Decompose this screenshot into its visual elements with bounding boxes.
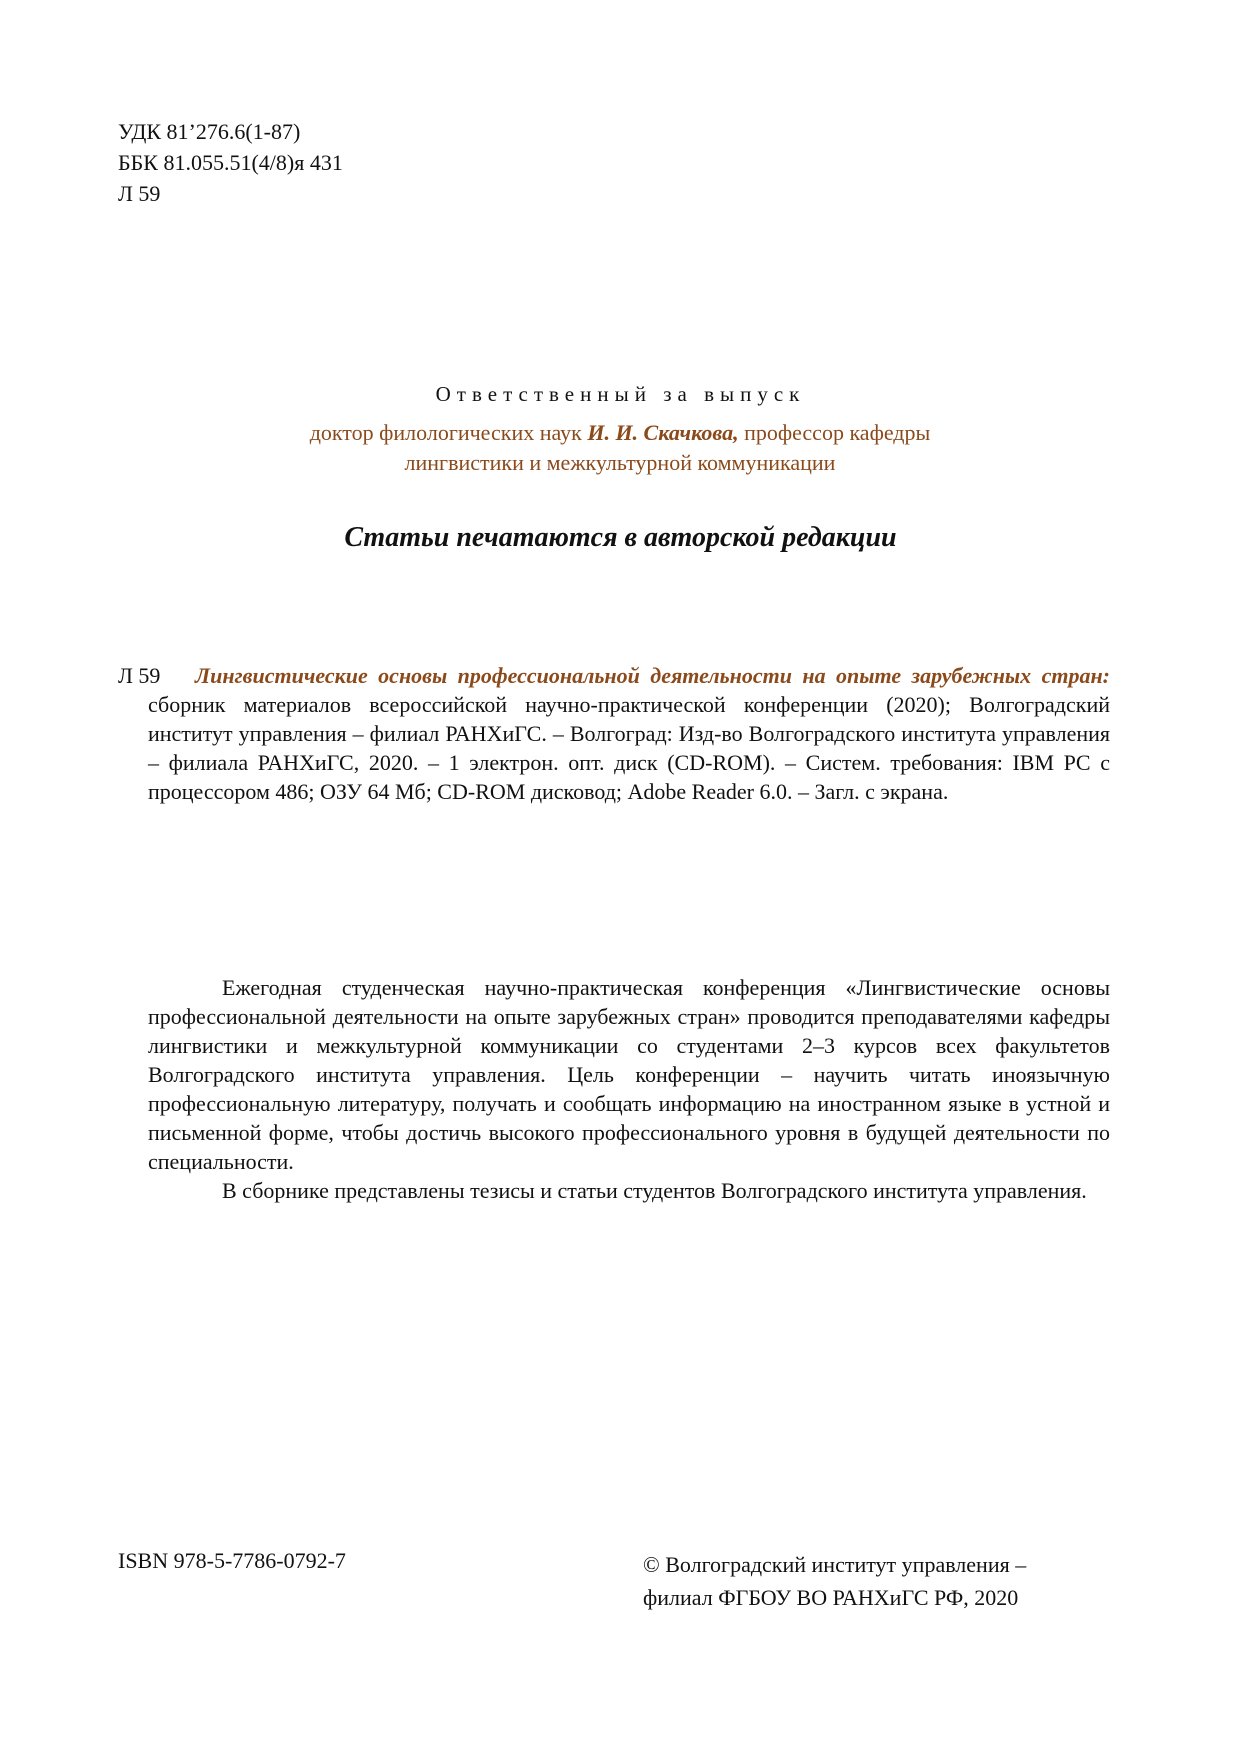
copyright-line-1: © Волгоградский институт управления –	[643, 1552, 1027, 1577]
editor-degree: доктор филологических наук	[309, 420, 588, 445]
responsible-heading: Ответственный за выпуск	[435, 382, 806, 406]
isbn: ISBN 978-5-7786-0792-7	[118, 1548, 346, 1573]
bib-body	[148, 661, 1110, 806]
classification-codes	[118, 116, 343, 209]
editor-line-1	[170, 418, 1070, 448]
bib-code: Л 59	[118, 663, 161, 688]
editor-department: лингвистики и межкультурной коммуникации	[404, 450, 836, 475]
editor-position: профессор кафедры	[738, 420, 931, 445]
abstract-paragraph-1: Ежегодная студенческая научно-практическая конференция «Лингвистические основы профессиональной деятельности на опыте зарубежных стран» проводится преподавателями кафедры лингвистики и межкультурной коммуникации со студентами 2–3 курсов всех факультетов Волгоградского института управления. Цель конференции – научить читать иноязычную профессиональную литературу, получать и сообщать информацию на иностранном языке в устной и письменной форме, чтобы достичь высокого профессионального уровня в будущей деятельности по специальности.	[148, 975, 1110, 1174]
abstract	[148, 973, 1110, 1205]
bib-title: Лингвистические основы профессиональной деятельности на опыте зарубежных стран:	[195, 663, 1110, 688]
bibliographic-entry	[118, 661, 1110, 806]
abstract-paragraph-2: В сборнике представлены тезисы и статьи студентов Волгоградского института управления.	[222, 1178, 1087, 1203]
author-mark: Л 59	[118, 181, 161, 206]
editorial-note: Статьи печатаются в авторской редакции	[344, 522, 897, 553]
editor-name: И. И. Скачкова,	[587, 420, 739, 445]
responsible-editor	[170, 418, 1070, 478]
copyright-line-2: филиал ФГБОУ ВО РАНХиГС РФ, 2020	[643, 1585, 1019, 1610]
copyright	[643, 1548, 1026, 1614]
bbk-code: ББК 81.055.51(4/8)я 431	[118, 150, 343, 175]
udk-code: УДК 81’276.6(1-87)	[118, 119, 301, 144]
bib-description: сборник материалов всероссийской научно-практической конференции (2020); Волгоградский институт управления – филиал РАНХиГС. – Волгоград: Изд-во Волгоградского института управления – филиала РАНХиГС, 2020. – 1 электрон. опт. диск (CD-ROM). – Систем. требования: IBM PC с процессором 486; ОЗУ 64 Мб; CD-ROM дисковод; Adobe Reader 6.0. – Загл. с экрана.	[148, 692, 1110, 804]
